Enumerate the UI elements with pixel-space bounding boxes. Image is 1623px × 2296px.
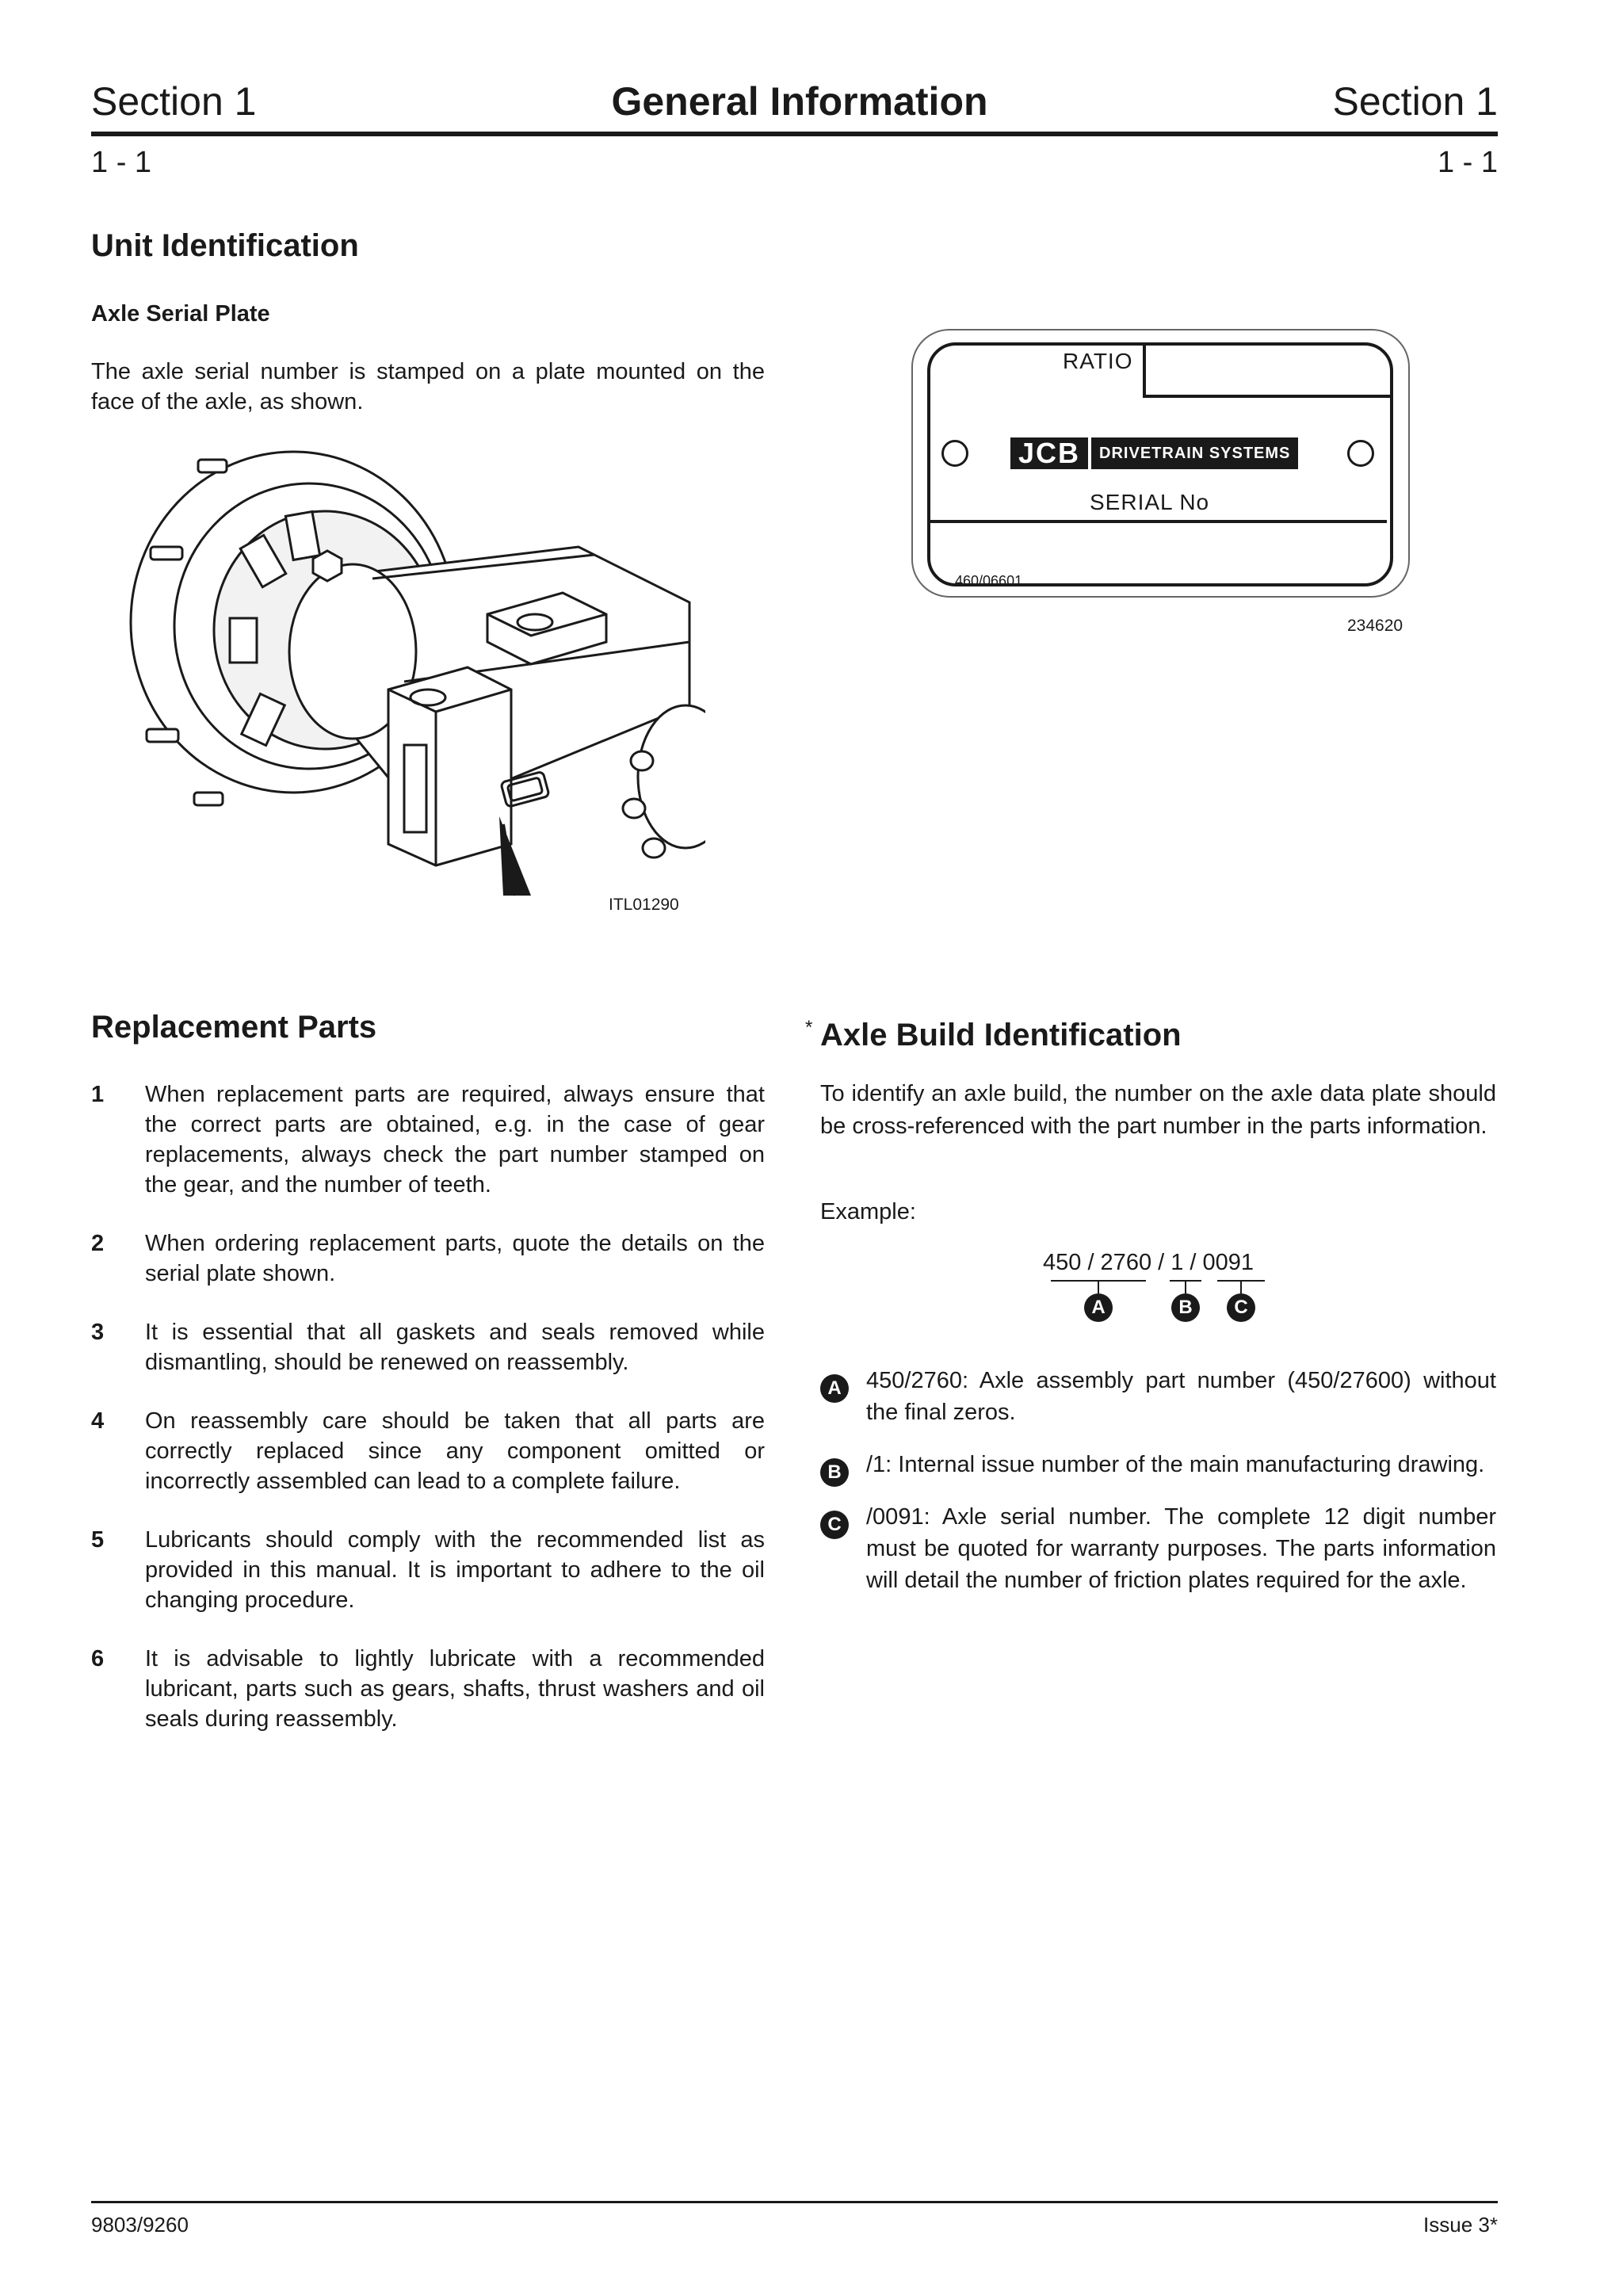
list-item-text: Lubricants should comply with the recommended list as provided in this manual. It is important to adhere to the oil changing procedure. <box>145 1527 765 1613</box>
page-title: General Information <box>611 79 988 124</box>
replacement-parts-title: Replacement Parts <box>91 1010 377 1045</box>
document-number: 9803/9260 <box>91 2213 189 2237</box>
example-badge-a: A <box>1084 1293 1113 1322</box>
list-item <box>91 1228 765 1289</box>
plate-figure-reference: 234620 <box>1347 617 1403 635</box>
axle-build-text: To identify an axle build, the number on the axle data plate should be cross-referenced with the part number in the parts information. <box>820 1081 1496 1139</box>
replacement-parts-heading <box>91 1008 376 1046</box>
axle-build-heading <box>820 1016 1182 1054</box>
key-text-b: /1: Internal issue number of the main manufacturing drawing. <box>866 1452 1485 1477</box>
list-item-number: 4 <box>91 1408 105 1434</box>
list-item-text: When replacement parts are required, always ensure that the correct parts are obtained, e.g. in the case of gear replacements, always check the part number stamped on the gear, and the number of teeth. <box>145 1082 765 1198</box>
list-item <box>91 1525 765 1615</box>
list-item-text: When ordering replacement parts, quote the details on the serial plate shown. <box>145 1231 765 1286</box>
list-item <box>91 1317 765 1377</box>
section-label-right: Section 1 <box>1332 79 1498 124</box>
example-badge-c: C <box>1227 1293 1255 1322</box>
list-item <box>91 1406 765 1496</box>
unit-identification-text: The axle serial number is stamped on a plate mounted on the face of the axle, as shown. <box>91 359 765 415</box>
header-rule <box>91 132 1498 136</box>
replacement-parts-list <box>91 1079 765 1763</box>
unit-identification-heading <box>91 227 359 265</box>
axle-build-title: Axle Build Identification <box>820 1018 1182 1052</box>
revision-asterisk: * <box>805 1017 813 1038</box>
list-item-text: On reassembly care should be taken that all parts are correctly replaced since any component omitted or incorrectly assembled can lead to a complete failure. <box>145 1408 765 1494</box>
serial-plate-divider <box>930 520 1387 523</box>
example-label: Example: <box>820 1199 916 1224</box>
list-item-number: 1 <box>91 1082 105 1107</box>
list-item <box>91 1079 765 1200</box>
drivetrain-systems-label: DRIVETRAIN SYSTEMS <box>1091 437 1298 469</box>
key-badge-a: A <box>820 1374 849 1403</box>
issue-number: Issue 3* <box>1423 2213 1498 2237</box>
key-badge-c: C <box>820 1511 849 1539</box>
mounting-hole-right <box>1347 440 1374 467</box>
list-item-number: 3 <box>91 1320 105 1345</box>
section-label-left: Section 1 <box>91 79 257 124</box>
list-item-text: It is advisable to lightly lubricate with a recommended lubricant, parts such as gears, shafts, thrust washers and oil seals during reassembly. <box>145 1646 765 1732</box>
key-item-b <box>820 1449 1496 1483</box>
list-item-number: 6 <box>91 1646 105 1671</box>
example-code: 450 / 2760 / 1 / 0091 <box>1043 1250 1254 1275</box>
axle-serial-plate-subheading <box>91 300 270 328</box>
axle-build-key-list <box>820 1365 1496 1620</box>
axle-figure-reference: ITL01290 <box>609 896 679 914</box>
axle-illustration <box>87 444 705 904</box>
list-item-number: 2 <box>91 1231 105 1256</box>
ratio-label: RATIO <box>1063 349 1133 373</box>
plate-code: 460/06601 <box>955 573 1023 589</box>
key-item-c <box>820 1501 1496 1596</box>
ratio-box <box>1143 342 1393 398</box>
jcb-logo <box>1010 437 1298 469</box>
list-item-text: It is essential that all gaskets and seals removed while dismantling, should be renewed on reassembly. <box>145 1320 765 1375</box>
key-text-c: /0091: Axle serial number. The complete 12 digit number must be quoted for warranty purposes. The parts information will detail the number of friction plates required for the axle. <box>866 1504 1496 1593</box>
page-number-right: 1 - 1 <box>1437 146 1498 179</box>
axle-serial-plate-title: Axle Serial Plate <box>91 301 270 327</box>
list-item <box>91 1644 765 1734</box>
page-number-left: 1 - 1 <box>91 146 152 179</box>
footer-rule <box>91 2201 1498 2203</box>
example-badge-b: B <box>1171 1293 1200 1322</box>
key-text-a: 450/2760: Axle assembly part number (450/27600) without the final zeros. <box>866 1368 1496 1425</box>
key-badge-b: B <box>820 1458 849 1487</box>
list-item-number: 5 <box>91 1527 105 1553</box>
mounting-hole-left <box>941 440 968 467</box>
serial-number-label: SERIAL No <box>1090 490 1210 514</box>
key-item-a <box>820 1365 1496 1428</box>
unit-identification-title: Unit Identification <box>91 228 359 263</box>
jcb-logo-text: JCB <box>1010 437 1088 469</box>
